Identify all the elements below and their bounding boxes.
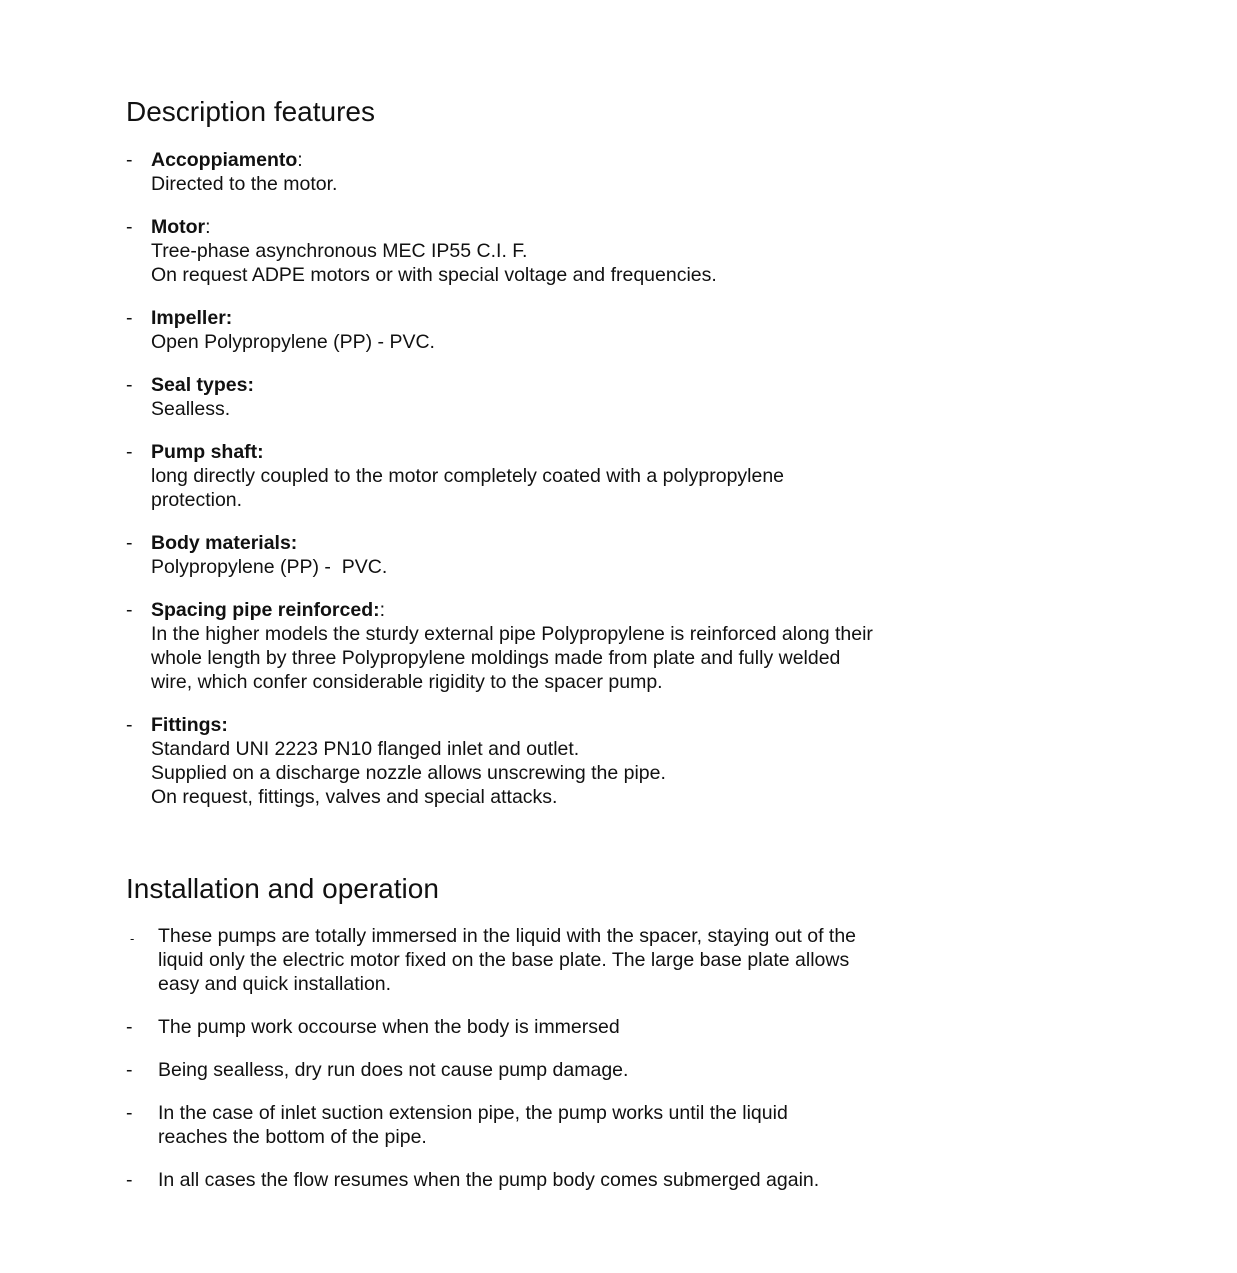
bullet-dash: - — [126, 1059, 133, 1081]
installation-text: These pumps are totally immersed in the liquid with the spacer, staying out of the liquid only the electric motor fixed on the base plate. The large base plate allows easy and quick installation. — [158, 925, 857, 995]
feature-item-spacing-pipe — [0, 598, 911, 694]
feature-item-impeller — [0, 306, 911, 354]
feature-label: Spacing pipe reinforced: — [151, 599, 380, 621]
feature-label: Pump shaft: — [151, 441, 264, 463]
feature-text: Polypropylene (PP) - PVC. — [151, 556, 388, 578]
bullet-dash: - — [126, 307, 133, 329]
bullet-dash: - — [126, 441, 133, 463]
feature-text: Sealless. — [151, 398, 231, 420]
feature-item-pump-shaft — [0, 440, 911, 512]
feature-text: Directed to the motor. — [151, 173, 338, 195]
feature-label: Accoppiamento — [151, 149, 298, 171]
bullet-dash: - — [126, 1016, 133, 1038]
feature-text: Open Polypropylene (PP) - PVC. — [151, 331, 435, 353]
installation-item — [0, 1015, 883, 1039]
feature-label: Impeller: — [151, 307, 233, 329]
bullet-dash: - — [126, 532, 133, 554]
feature-item-fittings — [0, 713, 911, 809]
feature-text: Tree-phase asynchronous MEC IP55 C.I. F. — [151, 240, 528, 262]
bullet-dash: - — [126, 1102, 133, 1124]
feature-text: On request, fittings, valves and special attacks. — [151, 786, 558, 808]
feature-label-suffix: : — [205, 216, 211, 238]
bullet-dash: - — [126, 149, 133, 171]
installation-item — [0, 1101, 883, 1149]
feature-text: On request ADPE motors or with special voltage and frequencies. — [151, 264, 717, 286]
bullet-dash: - — [130, 931, 135, 946]
feature-text: Supplied on a discharge nozzle allows unscrewing the pipe. — [151, 762, 666, 784]
bullet-dash: - — [126, 216, 133, 238]
bullet-dash: - — [126, 374, 133, 396]
description-features-heading: Description features — [126, 96, 376, 127]
feature-label: Seal types: — [151, 374, 254, 396]
feature-text: Standard UNI 2223 PN10 flanged inlet and outlet. — [151, 738, 580, 760]
installation-list — [0, 924, 883, 1211]
bullet-dash: - — [126, 599, 133, 621]
installation-item — [0, 1168, 883, 1192]
feature-label-suffix: : — [297, 149, 303, 171]
feature-item-motor — [0, 215, 911, 287]
feature-item-accoppiamento — [0, 148, 911, 196]
features-list — [0, 148, 911, 828]
installation-text: Being sealless, dry run does not cause pump damage. — [158, 1059, 629, 1081]
feature-label: Body materials: — [151, 532, 298, 554]
bullet-dash: - — [126, 714, 133, 736]
installation-text: In all cases the flow resumes when the pump body comes submerged again. — [158, 1169, 820, 1191]
feature-item-body-materials — [0, 531, 911, 579]
feature-text: In the higher models the sturdy external pipe Polypropylene is reinforced along their whole length by three Polypropylene moldings made from plate and fully welded wire, which confer considerable rigidity to the spacer pump. — [151, 623, 873, 693]
bullet-dash: - — [126, 1169, 133, 1191]
installation-item — [0, 1058, 883, 1082]
installation-operation-heading: Installation and operation — [126, 873, 439, 904]
feature-label: Motor — [151, 216, 206, 238]
installation-text: The pump work occourse when the body is immersed — [158, 1016, 620, 1038]
installation-item — [0, 924, 883, 996]
feature-text: long directly coupled to the motor completely coated with a polypropylene protection. — [151, 465, 785, 511]
installation-text: In the case of inlet suction extension pipe, the pump works until the liquid reaches the bottom of the pipe. — [158, 1102, 788, 1148]
feature-label: Fittings: — [151, 714, 228, 736]
feature-label-suffix: : — [379, 599, 386, 621]
feature-item-seal-types — [0, 373, 911, 421]
